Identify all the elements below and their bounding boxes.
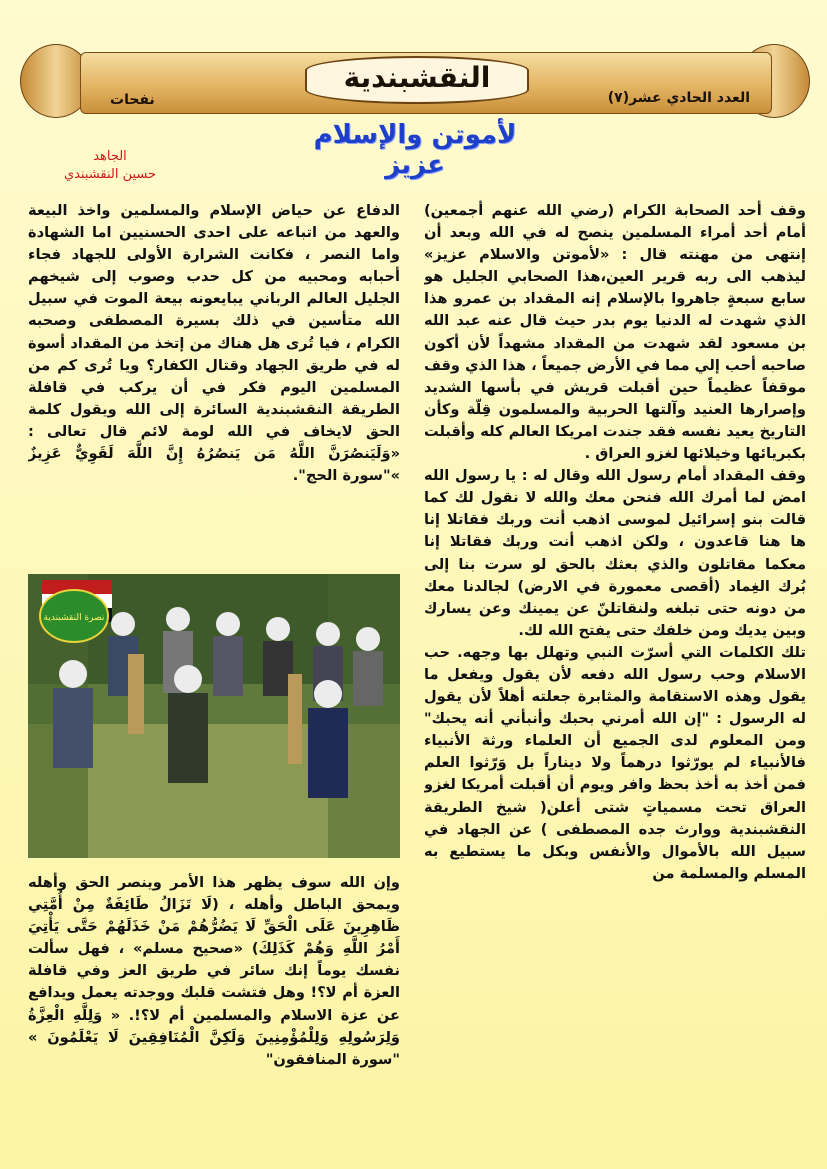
left-column-bottom xyxy=(28,872,400,1142)
author-signature xyxy=(40,148,180,184)
left-column-top xyxy=(28,200,400,570)
magazine-title: النقشبندية xyxy=(305,56,529,104)
flag-text: نصرة النقشبندية xyxy=(43,613,105,623)
paragraph: وإن الله سوف يظهر هذا الأمر وينصر الحق وأهله ويمحق الباطل وأهله ، (لَا تَزَالُ طَائِفَةٌ مِنْ أُمَّتِي ظَاهِرِينَ عَلَى الْحَقِّ لَا يَضُرُّهُمْ مَنْ خَذَلَهُمْ حَتَّى يَأْتِيَ أَمْرُ اللَّهِ وَهُمْ كَذَلِكَ) «صحيح مسلم» ، فهل سألت نفسك يوماً إنك سائر في طريق العز وفي قافلة العزة أم لا؟! وهل فتشت قلبك ووجدته يعمل ويدافع عن عزة الاسلام والمسلمين أم لا؟!. « وَلِلَّهِ الْعِزَّةُ وَلِرَسُولِهِ وَلِلْمُؤْمِنِينَ وَلَكِنَّ الْمُنَافِقِينَ لَا يَعْلَمُونَ » "سورة المنافقون" xyxy=(28,874,400,1068)
right-column xyxy=(424,200,806,1160)
flag xyxy=(40,580,112,642)
article-photo xyxy=(28,574,400,858)
article-title: لأموتن والإسلام عزيز xyxy=(313,120,517,180)
masthead-banner xyxy=(20,34,810,130)
section-name: نفحات xyxy=(110,92,155,108)
issue-number: العدد الحادي عشر(٧) xyxy=(607,90,750,106)
paragraph: تلك الكلمات التي أسرّت النبي وتهلل بها وجهه. حب الاسلام وحب رسول الله دفعه لأن يقول ويفعل ما يقول وهذه الاستقامة والمثابرة جعلته أهلاً لأن يقول له الرسول : "إن الله أمرني بحبك وأنبأني أنه يحبك" ومن المعلوم لدى الجميع أن العلماء ورثة الأنبياء فالأنبياء لم يورّثوا درهماً ولا ديناراً بل وَرّثوا العلم فمن أخذ به أخذ بحظ وافر ويوم أن أقبلت أمريكا لغزو العراق تحت مسمياتٍ شتى أعلن( شيخ الطريقة النقشبندية ووارث جده المصطفى ) عن الجهاد في سبيل الله بالأموال والأنفس وبكل ما يستطيع به المسلم والمسلمة من xyxy=(424,643,806,882)
paragraph: الدفاع عن حياض الإسلام والمسلمين واخذ البيعة والعهد من اتباعه على احدى الحسنيين اما الشهادة واما النصر ، فكانت الشرارة الأولى للجهاد فجاء أحبابه ومحبيه من كل حدب وصوب إلى شيخهم الجليل العالم الرباني يبايعونه بيعة الموت في سبيل الله متأسين في ذلك بسيرة المصطفى وصحبه الكرام ، فيا تُرى هل هناك من إتخذ من المقداد أسوة له في طريق الجهاد وقتال الكفار؟ ويا تُرى كم من المسلمين اليوم فكر في أن يركب في قافلة الطريقة النقشبندية السائرة إلى الله ويقول كلمة الحق لايخاف في الله لومة لائم قال تعالى : «وَلَيَنصُرَنَّ اللَّهُ مَن يَنصُرُهُ إِنَّ اللَّهَ لَقَوِيٌّ عَزِيزٌ »"سورة الحج". xyxy=(28,202,400,485)
author-role: الجاهد xyxy=(93,149,127,164)
author-name: حسين النقشبندي xyxy=(63,167,157,182)
paragraph: وقف المقداد أمام رسول الله وقال له : يا رسول الله امض لما أمرك الله فنحن معك والله لا نقول لك كما قالت بنو إسرائيل لموسى اذهب أنت وربك فقاتلا إنا ها هنا قاعدون ، ولكن اذهب أنت وربك فقاتلا إنا معكما مقاتلون والذي بعثك بالحق لو سرت بنا إلى بُرك الغِماد (أقصى معمورة في الارض) لجالدنا معك من دونه حتى تبلغه ولنقاتلنّ عن يمينك وعن يسارك وبين يديك ومن خلفك حتى يفتح الله لك. xyxy=(424,467,806,639)
paragraph: وقف أحد الصحابة الكرام (رضي الله عنهم أجمعين) أمام أحد أمراء المسلمين ينصح له في الله وبعد أن إنتهى من مهنته قال : «لأموتن والاسلام عزيز» ليذهب الى ربه قرير العين،هذا الصحابي الجليل هو سابع سبعةٍ جاهروا بالإسلام إنه المقداد بن عمرو هذا الذي شهدت له الدنيا يوم بدر حيث قال عنه عبد الله بن مسعود لقد شهدت من المقداد مشهداً لأن أكون صاحبه أحب إلي مما في الأرض جميعاً ، هذا الذي وقف موقفاً عظيماً حين أقبلت قريش في بأسها الشديد وإصرارها العنيد وآلتها الحربية والمسلمون قِلّة وكأن التاريخ يعيد نفسه فقد جندت امريكا العالم كله وأقبلت بكبريائها وخيلائها لغزو العراق . xyxy=(424,202,806,463)
group-photo-image xyxy=(28,574,400,858)
